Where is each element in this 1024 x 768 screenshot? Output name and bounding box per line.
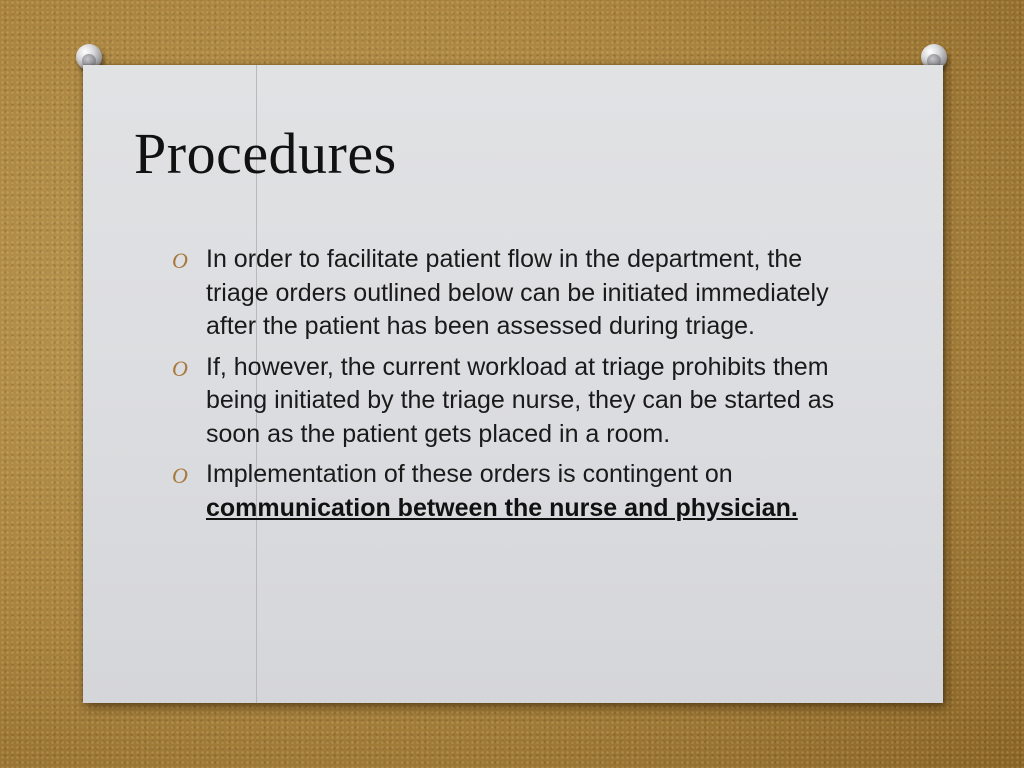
bullet-o-icon: O bbox=[172, 463, 188, 488]
bullet-text: Implementation of these orders is contingent on bbox=[206, 460, 733, 488]
bullet-item bbox=[170, 243, 860, 344]
bullet-emphasis-text: communication between the nurse and physician. bbox=[206, 493, 798, 522]
bullet-text: In order to facilitate patient flow in the department, the triage orders outlined below can be initiated immediately after the patient has been assessed during triage. bbox=[206, 245, 829, 340]
bullet-item bbox=[170, 458, 860, 525]
bullet-list bbox=[170, 243, 860, 532]
bullet-text: If, however, the current workload at triage prohibits them being initiated by the triage nurse, they can be started as soon as the patient gets placed in a room. bbox=[206, 352, 835, 448]
bullet-o-icon: O bbox=[172, 248, 188, 273]
bullet-item bbox=[170, 351, 860, 452]
bullet-o-icon: O bbox=[172, 355, 188, 381]
slide-title: Procedures bbox=[134, 121, 397, 186]
